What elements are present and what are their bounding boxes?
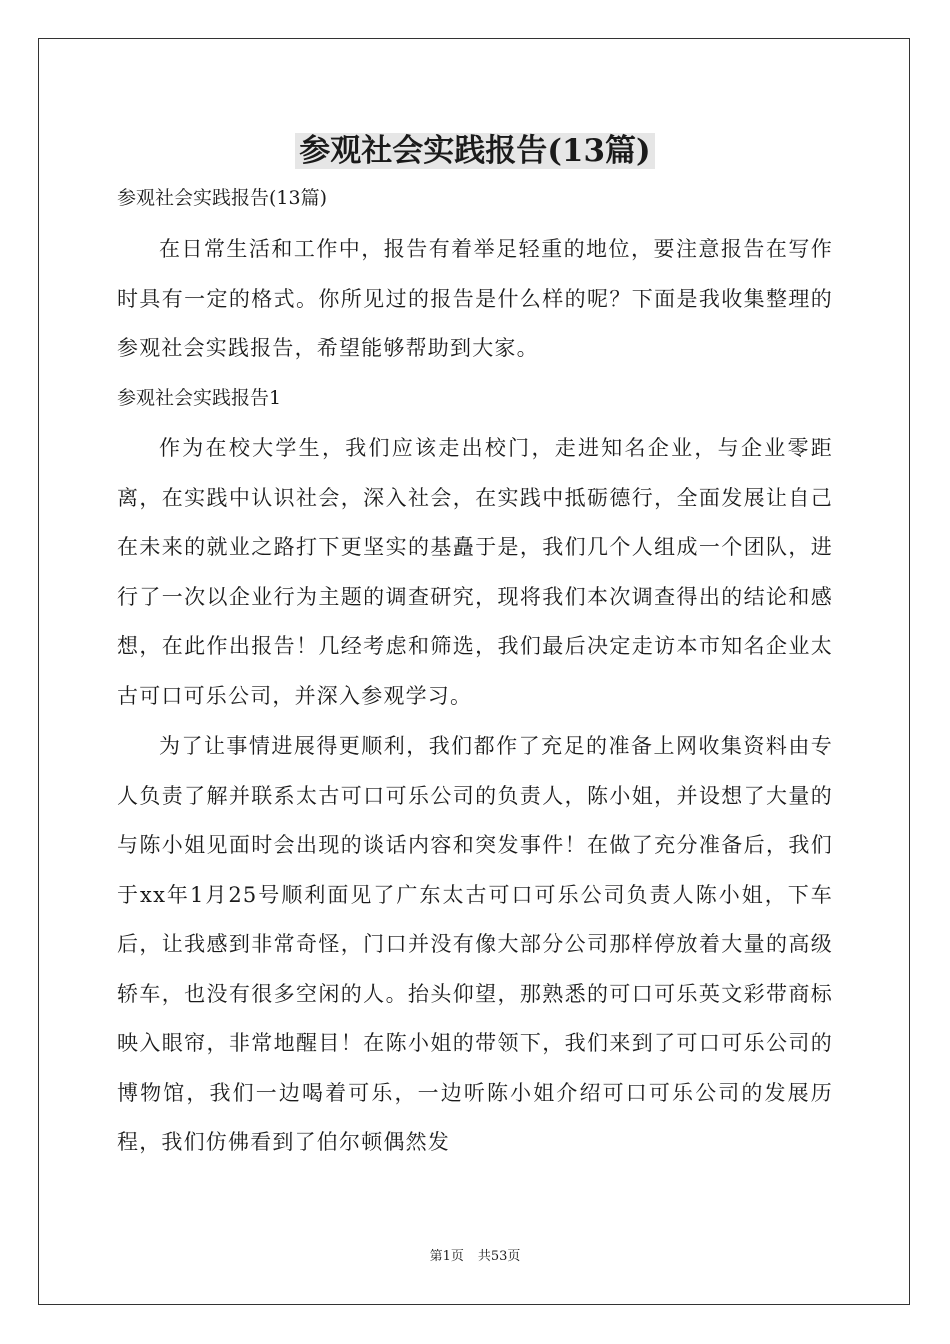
body-paragraph-2: 为了让事情进展得更顺利，我们都作了充足的准备上网收集资料由专人负责了解并联系太古可口可乐公司的负责人，陈小姐，并设想了大量的与陈小姐见面时会出现的谈话内容和突发事件！在做了充分准备后，我们于xx年1月25号顺利面见了广东太古可口可乐公司负责人陈小姐，下车后，让我感到非常奇怪，门口并没有像大部分公司那样停放着大量的高级轿车，也没有很多空闲的人。抬头仰望，那熟悉的可口可乐英文彩带商标映入眼帘，非常地醒目！在陈小姐的带领下，我们来到了可口可乐公司的博物馆，我们一边喝着可乐，一边听陈小姐介绍可口可乐公司的发展历程，我们仿佛看到了伯尔顿偶然发 [117, 734, 833, 1154]
intro-paragraph: 在日常生活和工作中，报告有着举足轻重的地位，要注意报告在写作时具有一定的格式。你所见过的报告是什么样的呢？下面是我收集整理的参观社会实践报告，希望能够帮助到大家。 [117, 237, 833, 360]
document-subtitle: 参观社会实践报告(13篇) [117, 187, 328, 209]
page-total: 共53页 [477, 1249, 521, 1264]
body-paragraph-1: 作为在校大学生，我们应该走出校门，走进知名企业，与企业零距离，在实践中认识社会，深入社会，在实践中抵砺德行，全面发展让自己在未来的就业之路打下更坚实的基矗于是，我们几个人组成一个团队，进行了一次以企业行为主题的调查研究，现将我们本次调查得出的结论和感想，在此作出报告！几经考虑和筛选，我们最后决定走访本市知名企业太古可口可乐公司，并深入参观学习。 [117, 436, 833, 708]
page-number: 第1页 [429, 1249, 464, 1264]
document-title-text: 参观社会实践报告(13篇) [295, 133, 654, 169]
document-title [117, 128, 833, 174]
page-footer [0, 1248, 950, 1266]
section-heading: 参观社会实践报告1 [117, 387, 282, 409]
